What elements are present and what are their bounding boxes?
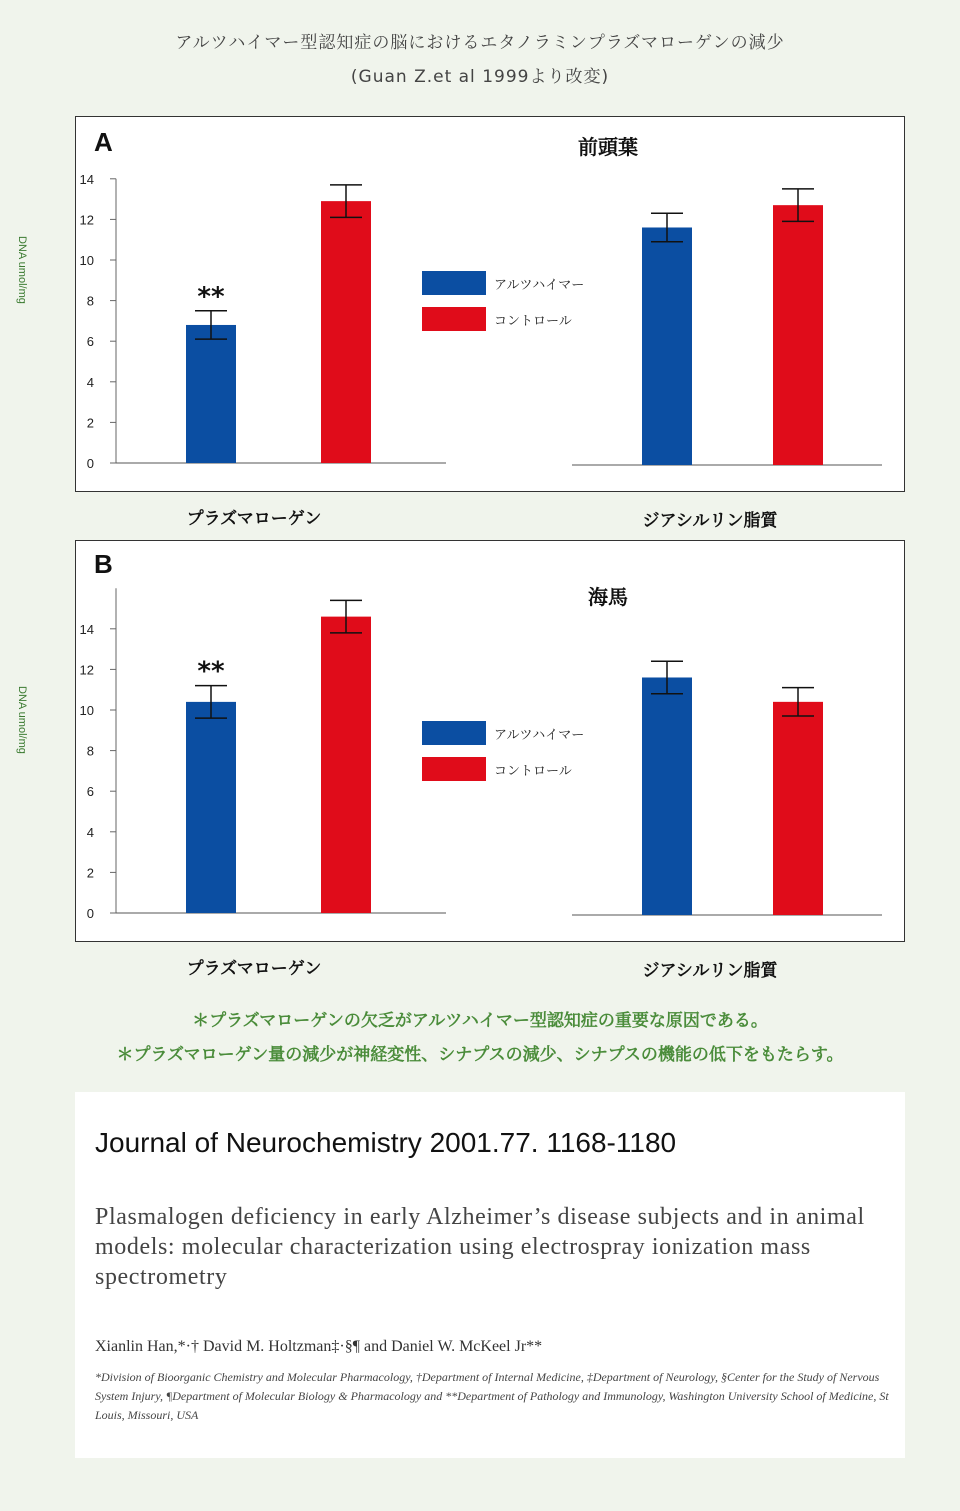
legend-item-control — [422, 301, 584, 337]
significance-marker: ** — [197, 281, 225, 312]
conclusion-notes — [0, 1004, 960, 1072]
y-tick-label: 0 — [86, 906, 94, 921]
x-caption-a-plasmalogen: プラズマローゲン — [186, 509, 322, 529]
bar-control — [321, 201, 371, 463]
journal-name: Journal of Neurochemistry 2001.77. 1168-1180 — [95, 1127, 677, 1158]
x-caption-b-diacyl: ジアシルリン脂質 — [642, 961, 778, 981]
bar-alzheimer — [186, 325, 236, 463]
note-1: ＊プラズマローゲンの欠乏がアルツハイマー型認知症の重要な原因である。 — [192, 1011, 768, 1031]
y-tick-label: 10 — [79, 253, 94, 268]
legend-a — [422, 265, 584, 337]
x-caption-a-diacyl: ジアシルリン脂質 — [642, 511, 778, 531]
y-tick-label: 4 — [86, 374, 94, 390]
y-tick-label: 6 — [86, 784, 94, 800]
panel-letter-a: A — [94, 127, 113, 157]
region-title-a: 前頭葉 — [578, 135, 638, 159]
y-tick-label: 2 — [86, 415, 94, 431]
y-tick-label: 4 — [86, 824, 94, 840]
significance-marker: ** — [197, 656, 225, 687]
y-tick-label: 12 — [79, 212, 94, 228]
header-title: アルツハイマー型認知症の脳におけるエタノラミンプラズマローゲンの減少 — [175, 33, 785, 53]
y-tick-label: 12 — [79, 662, 94, 678]
paper-citation — [75, 1092, 905, 1458]
note-2: ＊プラズマローゲン量の減少が神経変性、シナプスの減少、シナプスの機能の低下をもたらす。 — [116, 1045, 844, 1065]
y-tick-label: 8 — [86, 293, 94, 309]
chart-panel-b — [75, 540, 905, 942]
y-tick-label: 0 — [86, 456, 94, 471]
legend-label-control: コントロール — [494, 763, 572, 779]
bar-alzheimer — [642, 227, 692, 465]
bar-control — [773, 702, 823, 915]
legend-swatch-alzheimer — [422, 721, 486, 745]
y-tick-label: 10 — [79, 703, 94, 718]
legend-label-alzheimer: アルツハイマー — [494, 277, 585, 293]
legend-swatch-control — [422, 757, 486, 781]
paper-authors: Xianlin Han,*·† David M. Holtzman‡·§¶ and Daniel W. McKeel Jr** — [95, 1338, 543, 1355]
legend-swatch-control — [422, 307, 486, 331]
header-source: (Guan Z.et al 1999より改変) — [350, 67, 610, 87]
bar-alzheimer — [186, 702, 236, 913]
bar-alzheimer — [642, 677, 692, 915]
legend-swatch-alzheimer — [422, 271, 486, 295]
chart-panel-a — [75, 116, 905, 492]
panel-letter-b: B — [94, 549, 113, 579]
y-tick-label: 6 — [86, 334, 94, 350]
legend-label-alzheimer: アルツハイマー — [494, 727, 585, 743]
y-tick-label: 8 — [86, 743, 94, 759]
header — [0, 26, 960, 94]
y-tick-label: 14 — [79, 621, 94, 637]
legend-label-control: コントロール — [494, 313, 572, 329]
y-tick-label: 2 — [86, 865, 94, 881]
y-axis-label-b: DNA umol/mg — [16, 686, 28, 754]
paper-title: Plasmalogen deficiency in early Alzheimer’s disease subjects and in animal models: molecular characterization using electrospray ionization mass spectrometry — [95, 1204, 865, 1290]
bar-control — [321, 617, 371, 913]
legend-b — [422, 715, 584, 787]
bar-control — [773, 205, 823, 465]
region-title-b: 海馬 — [588, 585, 628, 609]
legend-item-alzheimer — [422, 715, 584, 751]
y-axis-label-a: DNA umol/mg — [16, 236, 28, 304]
legend-item-alzheimer — [422, 265, 584, 301]
x-caption-b-plasmalogen: プラズマローゲン — [186, 959, 322, 979]
legend-item-control — [422, 751, 584, 787]
y-tick-label: 14 — [79, 171, 94, 187]
paper-affiliations: *Division of Bioorganic Chemistry and Molecular Pharmacology, †Department of Internal Medicine, ‡Department of Neurology, §Center for the Study of Nervous System Injury, ¶Department of Molecular Biology & Pharmacology and **Department of Pathology and Immunology, Washington University School of Medicine, St Louis, Missouri, USA — [95, 1370, 889, 1422]
